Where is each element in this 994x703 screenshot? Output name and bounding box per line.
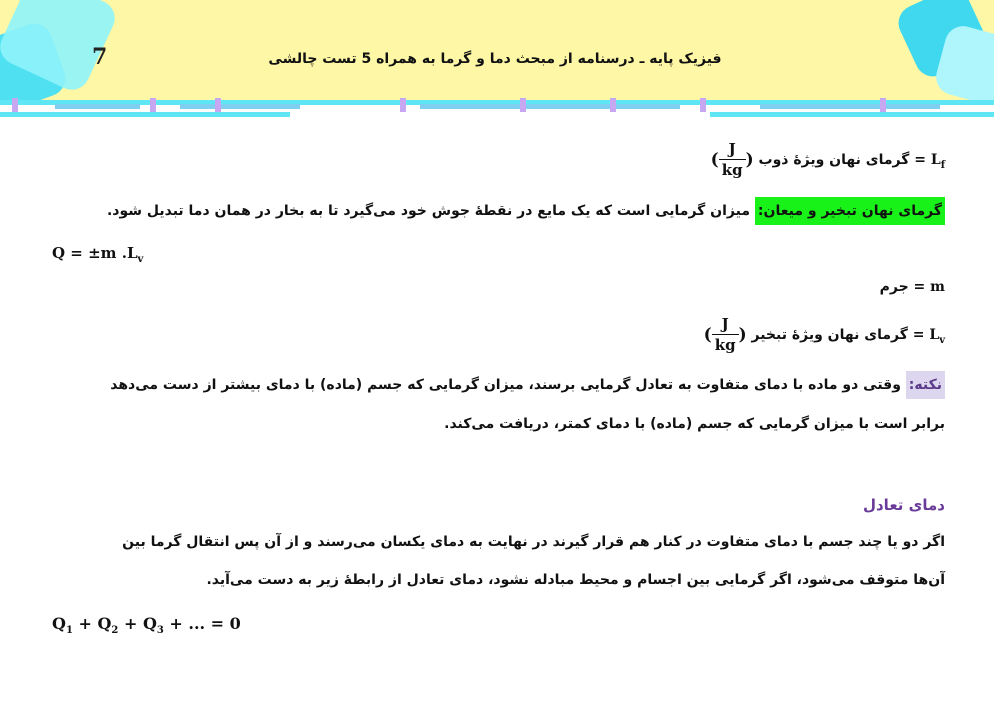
note-line-2: برابر است با میزان گرمایی که جسم (ماده) با دمای کمتر، دریافت می‌کند.: [444, 416, 945, 432]
note-text-1: وقتی دو ماده با دمای متفاوت به تعادل گرمایی برسند، میزان گرمایی که جسم (ماده) با دمای بیشتر از دست می‌دهد: [110, 377, 906, 393]
note-line-1: [50, 377, 945, 393]
lv-unit: ( $\frac{J}{kg}$ ): [703, 315, 747, 354]
page-number: 7: [92, 44, 108, 70]
header-stripe-band: [0, 98, 994, 122]
lv-definition: [50, 315, 945, 355]
lf-symbol: $L_f$: [930, 152, 945, 171]
note-label: نکته:: [906, 371, 945, 399]
equilibrium-line-2: آن‌ها متوقف می‌شود، اگر گرمایی بین اجسام و محیط مبادله نشود، دمای تعادل از رابطۀ زیر به دست می‌آید.: [206, 572, 945, 588]
lf-unit: ( $\frac{J}{kg}$ ): [710, 140, 754, 179]
vaporization-term: گرمای نهان تبخیر و میعان:: [755, 197, 945, 225]
lf-definition: [50, 140, 945, 180]
heat-equation: Q = ±m $.L_v$: [52, 244, 144, 265]
equilibrium-equation: $Q_1 + Q_2 + Q_3$ + ... = 0: [52, 614, 241, 637]
mass-label: = جرم: [879, 279, 926, 295]
vaporization-paragraph: [50, 203, 945, 219]
equilibrium-line-1: اگر دو یا چند جسم با دمای متفاوت در کنار هم قرار گیرند در نهایت به دمای یکسان می‌رسند و از آن پس انتقال گرما بین: [122, 534, 945, 550]
page-title: فیزیک پایه ـ درسنامه از مبحث دما و گرما به همراه 5 تست چالشی: [268, 51, 722, 67]
section-heading-equilibrium: دمای تعادل: [862, 496, 945, 514]
vaporization-text: میزان گرمایی است که یک مایع در نقطۀ جوش خود می‌گیرد تا به بخار در همان دما تبدیل شود.: [106, 203, 755, 219]
lf-label: = گرمای نهان ویژۀ ذوب: [758, 152, 926, 168]
mass-definition: [50, 279, 945, 295]
lv-label: = گرمای نهان ویژۀ تبخیر: [751, 327, 925, 343]
mass-symbol: m: [930, 279, 945, 295]
lv-symbol: $L_v$: [929, 327, 945, 346]
page-header: [0, 0, 994, 100]
